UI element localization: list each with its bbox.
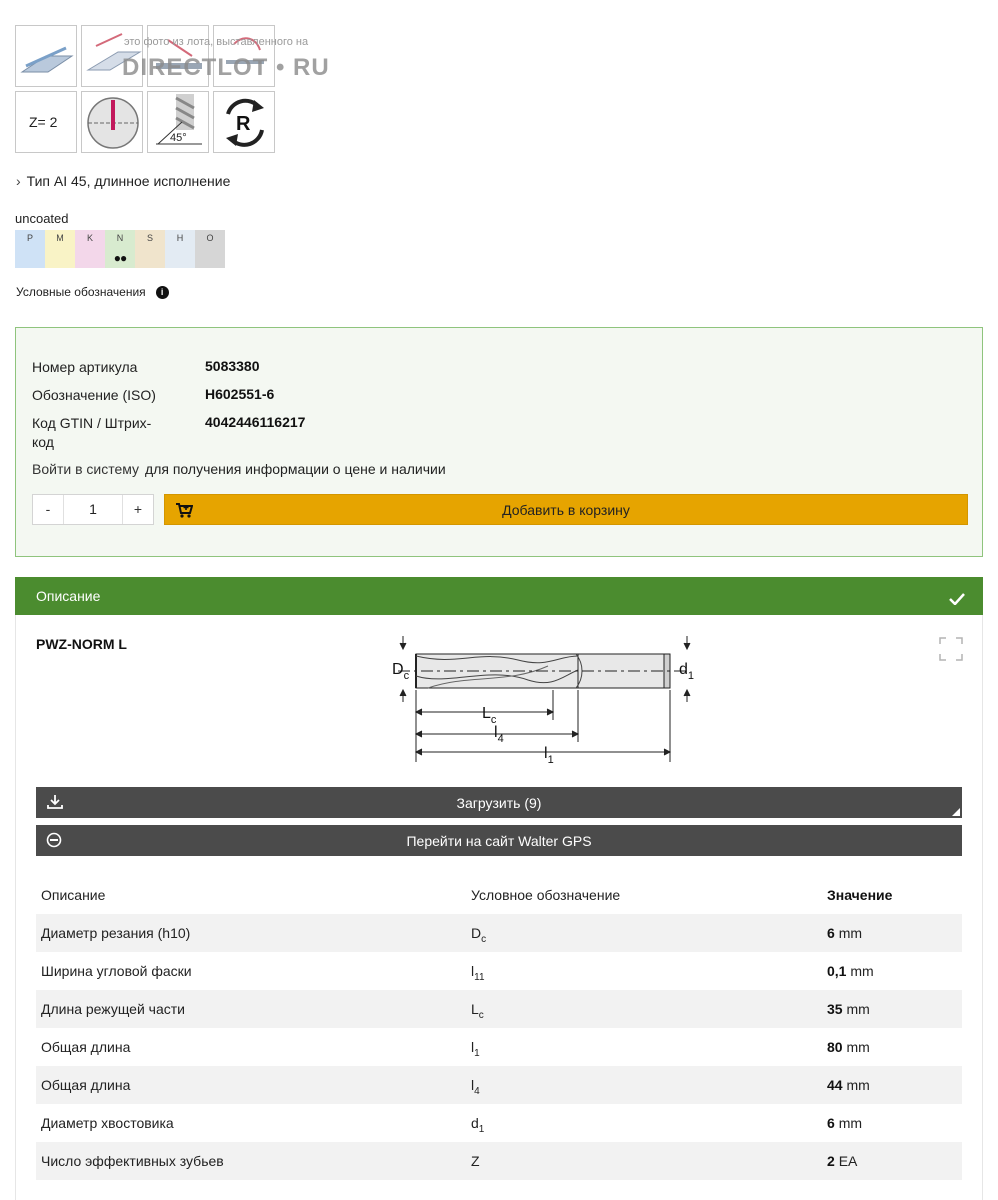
- row-symbol: [471, 1153, 480, 1169]
- row-symbol-main: l: [471, 1039, 475, 1055]
- iso-group-cell: [165, 230, 195, 268]
- row-value-unit: mm: [846, 1077, 870, 1093]
- iso-group-code: N: [116, 233, 124, 243]
- iso-group-code: O: [206, 233, 214, 243]
- svg-text:d1: [679, 661, 694, 682]
- drawing-label-d1: d: [679, 661, 688, 678]
- drawing-label-lc-sub: c: [490, 714, 497, 726]
- technical-drawing: [388, 630, 708, 770]
- row-description: Общая длина: [41, 1039, 131, 1055]
- row-symbol-main: l: [471, 963, 475, 979]
- drawing-label-l4-sub: 4: [497, 733, 504, 745]
- row-value-unit: mm: [846, 1001, 870, 1017]
- iso-group-code: H: [176, 233, 184, 243]
- login-prompt-text: для получения информации о цене и наличии: [145, 461, 446, 477]
- article-number-label: Номер артикула: [32, 359, 138, 375]
- teeth-count-icon: [15, 91, 77, 153]
- row-symbol-main: l: [471, 1077, 475, 1093]
- table-row: [36, 914, 962, 952]
- quantity-increment-button[interactable]: +: [133, 501, 143, 517]
- row-symbol-main: L: [471, 1001, 479, 1017]
- expand-icon[interactable]: [938, 636, 964, 666]
- row-symbol: [471, 1115, 485, 1135]
- article-panel: [15, 327, 983, 557]
- gtin-value: 4042446116217: [205, 414, 306, 430]
- drawing-label-dc: D: [392, 661, 404, 678]
- iso-group-code: P: [26, 233, 33, 243]
- row-symbol: [471, 1077, 480, 1097]
- row-value-number: 2: [827, 1153, 835, 1169]
- drawing-label-dc-sub: c: [403, 670, 410, 682]
- row-value-number: 6: [827, 925, 835, 941]
- row-symbol-main: d: [471, 1115, 479, 1131]
- product-name: PWZ-NORM L: [36, 636, 127, 652]
- iso-group-cell: [135, 230, 165, 268]
- row-symbol: [471, 1001, 484, 1021]
- row-value: [827, 1153, 857, 1169]
- row-symbol: [471, 1039, 480, 1059]
- svg-text:l1: [544, 745, 554, 766]
- row-symbol-sub: c: [478, 1010, 484, 1021]
- cross-section-icon: [81, 91, 143, 153]
- iso-group-cell: [75, 230, 105, 268]
- download-button-label: Загрузить (9): [456, 795, 542, 811]
- row-value-unit: mm: [838, 1115, 863, 1131]
- row-value-unit: mm: [850, 963, 874, 979]
- iso-group-cell: [45, 230, 75, 268]
- helix-angle-label: 45°: [170, 132, 187, 144]
- info-icon[interactable]: i: [156, 286, 169, 299]
- iso-group-cell: [15, 230, 45, 268]
- chevron-right-icon: ›: [16, 173, 21, 189]
- drawing-label-l4: l: [494, 724, 498, 741]
- header-value: Значение: [827, 887, 893, 903]
- svg-text:Lc: [482, 705, 497, 726]
- row-description: Число эффективных зубьев: [41, 1153, 224, 1169]
- description-accordion-header[interactable]: [15, 577, 983, 615]
- login-link[interactable]: Войти в систему: [32, 461, 140, 477]
- row-symbol-sub: c: [481, 934, 487, 945]
- helix-angle-icon: [147, 91, 209, 153]
- add-to-cart-button[interactable]: [164, 494, 968, 525]
- legend-label: Условные обозначения: [16, 285, 146, 299]
- legend-link[interactable]: [16, 285, 169, 299]
- regrind-icon: [213, 91, 275, 153]
- iso-group-code: M: [56, 233, 64, 243]
- row-description: Диаметр хвостовика: [41, 1115, 174, 1131]
- download-button[interactable]: [36, 787, 962, 818]
- row-description: Диаметр резания (h10): [41, 925, 191, 941]
- watermark-brand: DIRECTLOT • RU: [122, 54, 330, 81]
- table-row: [36, 952, 962, 990]
- type-link-label: Тип AI 45, длинное исполнение: [26, 173, 231, 189]
- quantity-decrement-button[interactable]: -: [45, 501, 51, 517]
- row-value-number: 6: [827, 1115, 835, 1131]
- row-symbol-main: Z: [471, 1153, 480, 1169]
- row-symbol-sub: 1: [478, 1124, 485, 1135]
- row-value: [827, 1001, 870, 1017]
- row-value-unit: mm: [838, 925, 863, 941]
- dropdown-corner-icon: [952, 808, 960, 816]
- row-symbol-sub: 1: [474, 1048, 480, 1059]
- row-value: [827, 1115, 862, 1131]
- iso-group-cell: [105, 230, 135, 268]
- header-symbol: Условное обозначение: [471, 887, 621, 903]
- iso-group-cell: [195, 230, 225, 268]
- table-row: [36, 1028, 962, 1066]
- drawing-label-l1: l: [544, 745, 548, 762]
- svg-text:l4: [494, 724, 504, 745]
- row-symbol-main: D: [471, 925, 482, 941]
- row-description: Общая длина: [41, 1077, 131, 1093]
- svg-text:Dc: [392, 661, 410, 682]
- row-value-number: 0,1: [827, 963, 847, 979]
- gtin-label: Код GTIN / Штрих-код: [32, 415, 152, 450]
- login-prompt: [32, 461, 446, 477]
- walter-gps-button[interactable]: [36, 825, 962, 856]
- header-description: Описание: [41, 887, 106, 903]
- row-value-number: 80: [827, 1039, 843, 1055]
- row-value-number: 44: [827, 1077, 843, 1093]
- spec-table: [36, 876, 962, 1180]
- drawing-label-d1-sub: 1: [687, 670, 695, 682]
- row-description: Длина режущей части: [41, 1001, 185, 1017]
- row-value-unit: EA: [838, 1153, 858, 1169]
- check-icon: [949, 592, 965, 609]
- row-symbol-sub: 11: [474, 972, 485, 983]
- row-value: [827, 963, 874, 979]
- row-value-number: 35: [827, 1001, 843, 1017]
- add-to-cart-label: Добавить в корзину: [502, 502, 630, 518]
- iso-designation-value: H602551-6: [205, 386, 275, 402]
- spec-table-header: [36, 876, 962, 914]
- watermark-caption: это фото из лота, выставленного на: [124, 36, 309, 48]
- coating-label: uncoated: [15, 211, 69, 226]
- article-number-value: 5083380: [205, 358, 260, 374]
- iso-group-code: K: [86, 233, 93, 243]
- drawing-label-lc: L: [482, 705, 491, 722]
- row-value: [827, 925, 862, 941]
- teeth-count-label: Z= 2: [29, 114, 58, 130]
- row-symbol: [471, 925, 487, 945]
- row-symbol: [471, 963, 485, 983]
- description-header-title: Описание: [36, 588, 101, 604]
- table-row: [36, 990, 962, 1028]
- walter-gps-button-label: Перейти на сайт Walter GPS: [406, 833, 592, 849]
- row-value: [827, 1039, 870, 1055]
- table-row: [36, 1142, 962, 1180]
- tool-type-icon: [15, 25, 77, 87]
- table-row: [36, 1066, 962, 1104]
- iso-designation-label: Обозначение (ISO): [32, 387, 156, 403]
- drawing-label-l1-sub: 1: [547, 754, 554, 766]
- row-symbol-sub: 4: [474, 1086, 480, 1097]
- quantity-stepper: [32, 494, 154, 525]
- table-row: [36, 1104, 962, 1142]
- iso-group-suitability: ●●: [113, 251, 127, 265]
- iso-group-code: S: [146, 233, 153, 243]
- iso-material-table: [15, 230, 225, 268]
- row-value-unit: mm: [846, 1039, 870, 1055]
- row-description: Ширина угловой фаски: [41, 963, 192, 979]
- row-value: [827, 1077, 870, 1093]
- quantity-input[interactable]: 1: [63, 495, 123, 524]
- type-link[interactable]: [16, 173, 230, 189]
- regrind-letter: R: [236, 113, 251, 135]
